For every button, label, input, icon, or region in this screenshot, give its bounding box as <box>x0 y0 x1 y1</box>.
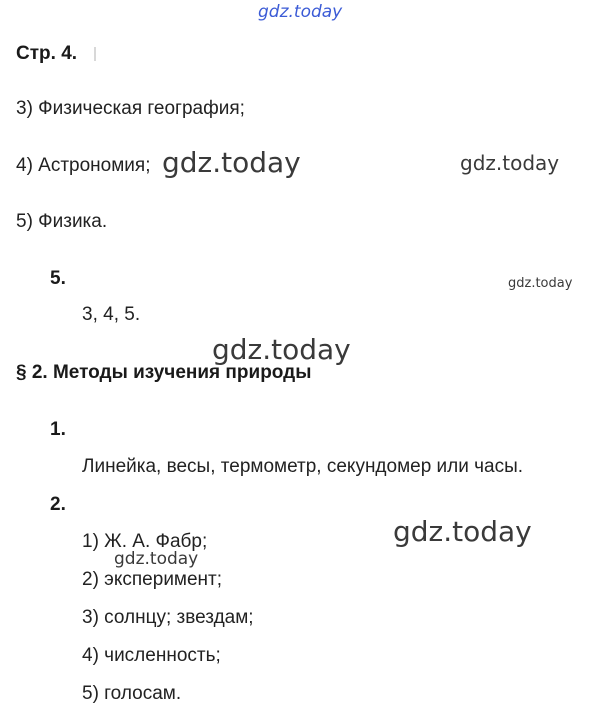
watermark-2: gdz.today <box>460 151 560 175</box>
list-item-3: 3) Физическая география; <box>16 98 245 119</box>
watermark-5: gdz.today <box>393 515 532 548</box>
task-2-item-3: 3) солнцу; звездам; <box>82 607 254 628</box>
watermark-1: gdz.today <box>162 146 301 179</box>
list-item-4: 4) Астрономия; <box>16 155 151 176</box>
task-5-answer: 3, 4, 5. <box>82 304 141 325</box>
section-title: § 2. Методы изучения природы <box>16 362 312 383</box>
task-2-item-5: 5) голосам. <box>82 683 182 704</box>
task-2-item-1: 1) Ж. А. Фабр; <box>82 531 208 552</box>
watermark-3: gdz.today <box>508 276 573 291</box>
task-2-item-4: 4) численность; <box>82 645 221 666</box>
task-5-number: 5. <box>50 268 66 289</box>
watermark-6: gdz.today <box>114 549 199 569</box>
page-label: Стр. 4. <box>16 43 78 64</box>
watermark-top: gdz.today <box>258 2 343 22</box>
task-1-answer: Линейка, весы, термометр, секундомер или часы. <box>82 456 524 477</box>
list-item-5: 5) Физика. <box>16 211 108 232</box>
cut-mark <box>94 47 96 61</box>
task-2-item-2: 2) эксперимент; <box>82 569 223 590</box>
watermark-4: gdz.today <box>212 333 351 366</box>
task-1-number: 1. <box>50 419 66 440</box>
task-2-number: 2. <box>50 494 66 515</box>
